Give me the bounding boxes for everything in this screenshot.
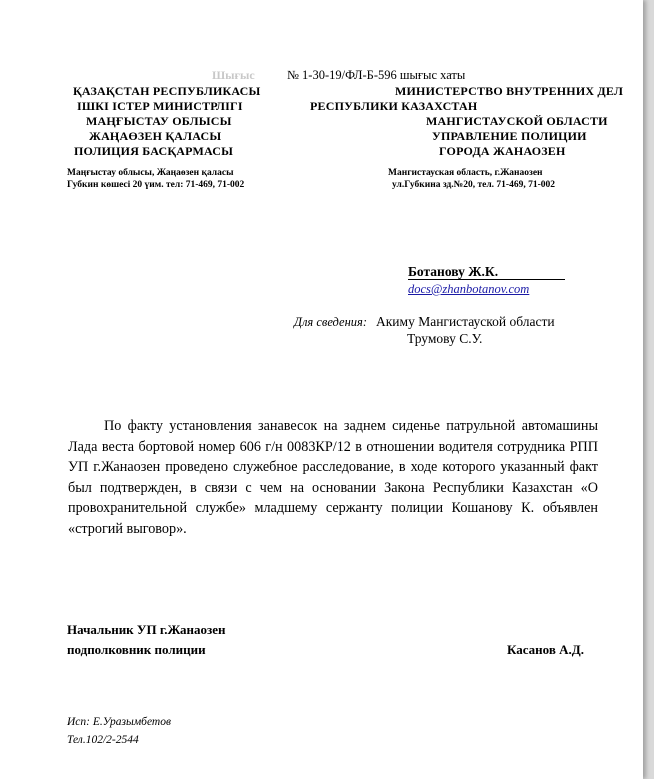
address-kz-line: Маңғыстау облысы, Жаңаөзен қаласы	[67, 168, 234, 178]
cc-line1: Акиму Мангистауской области	[376, 314, 555, 329]
signature-name: Касанов А.Д.	[507, 642, 584, 657]
recipient-email-link[interactable]: docs@zhanbotanov.com	[408, 282, 530, 296]
header-kz-line: ҚАЗАҚСТАН РЕСПУБЛИКАСЫ	[73, 84, 261, 98]
header-kz-line: ПОЛИЦИЯ БАСҚАРМАСЫ	[74, 144, 234, 158]
recipient-name: Ботанову Ж.К.	[408, 264, 499, 279]
cc-label: Для сведения:	[294, 315, 367, 329]
header-ru-line: РЕСПУБЛИКИ КАЗАХСТАН	[310, 99, 478, 113]
header-ru-line: УПРАВЛЕНИЕ ПОЛИЦИИ	[432, 129, 587, 143]
executor-name: Исп: Е.Уразымбетов	[67, 716, 171, 728]
signature-title1: Начальник УП г.Жанаозен	[67, 622, 226, 637]
header-ru-line: МАНГИСТАУСКОЙ ОБЛАСТИ	[426, 114, 608, 128]
header-ru-line: МИНИСТЕРСТВО ВНУТРЕННИХ ДЕЛ	[395, 84, 624, 98]
address-ru-line: ул.Губкина зд.№20, тел. 71-469, 71-002	[392, 180, 555, 190]
executor-phone: Тел.102/2-2544	[67, 734, 139, 746]
header-kz-line: МАҢҒЫСТАУ ОБЛЫСЫ	[86, 114, 232, 128]
outgoing-number: № 1-30-19/ФЛ-Б-596 шығыс хаты	[287, 68, 466, 82]
header-kz-line: ЖАҢАӨЗЕН ҚАЛАСЫ	[89, 129, 222, 143]
signature-title2: подполковник полиции	[67, 642, 206, 657]
header-ru-line: ГОРОДА ЖАНАОЗЕН	[439, 144, 566, 158]
address-ru-line: Мангистауская область, г.Жанаозен	[388, 168, 543, 178]
cc-line2: Трумову С.У.	[407, 331, 483, 346]
address-kz-line: Губкин көшесі 20 үим. тел: 71-469, 71-002	[67, 180, 245, 190]
recipient-underline	[408, 279, 565, 280]
letter-body	[68, 416, 598, 540]
header-kz-line: ІШКІ ІСТЕР МИНИСТРЛІГІ	[77, 99, 243, 113]
body-paragraph: По факту установления занавесок на заднем сиденье патрульной автомашины Лада веста бортовой номер 606 г/н 0083КР/12 в отношении водителя сотрудника РПП УП г.Жанаозен проведено служебное расследование, в ходе которого указанный факт был подтвержден, в связи с чем на основании Закона Республики Казахстан «О провохранительной службе» младшему сержанту полиции Кошанову К. объявлен «строгий выговор».	[68, 418, 598, 537]
outgoing-ghost-text: Шығыс	[212, 68, 255, 82]
